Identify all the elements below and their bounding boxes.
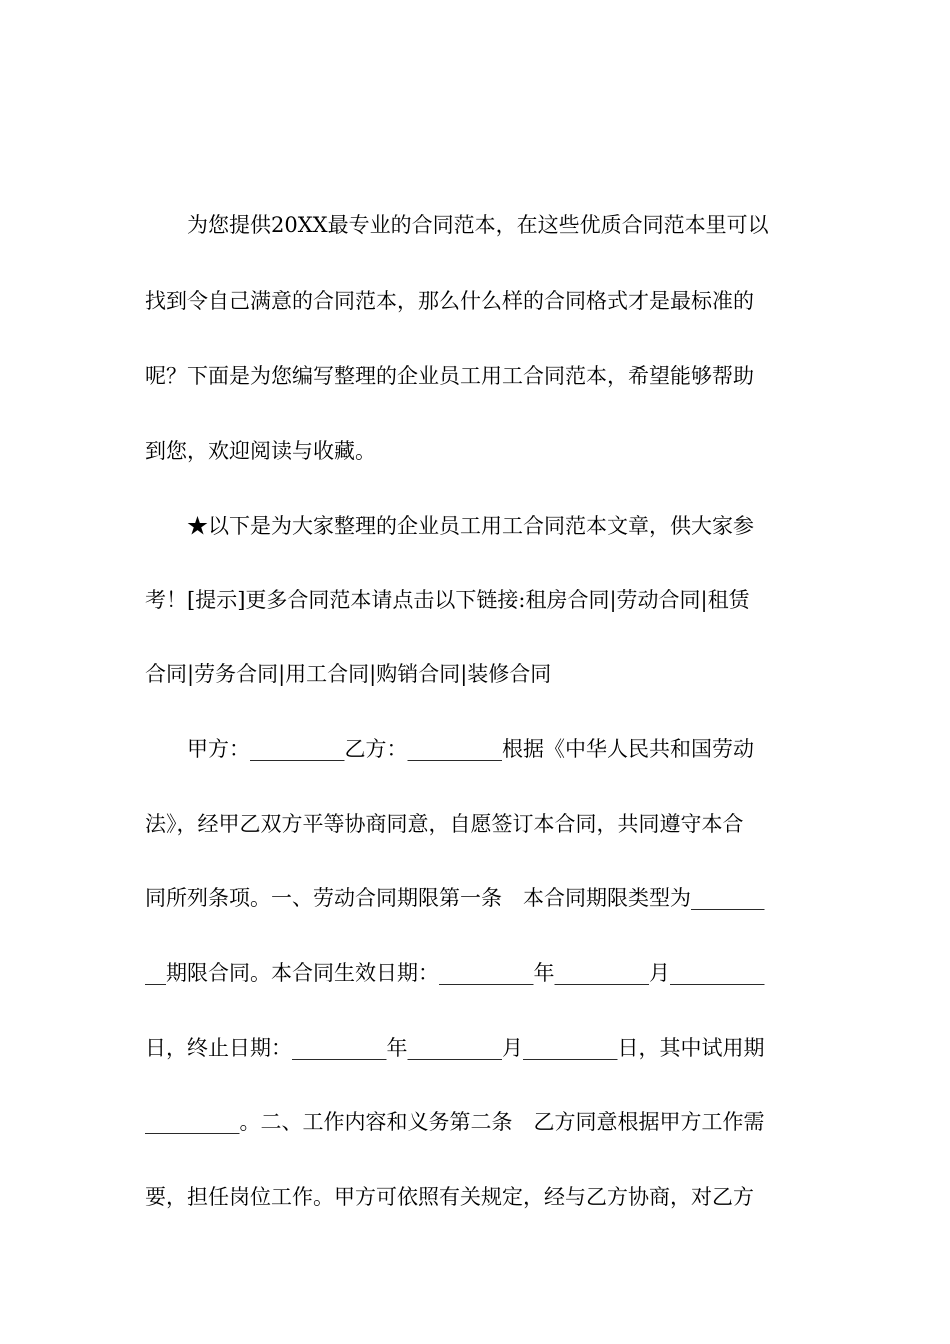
contract-body-line-3: 同所列条项。一、劳动合同期限第一条 本合同期限类型为_______ (145, 886, 765, 910)
paragraph-links-line-2: 考！[提示]更多合同范本请点击以下链接:租房合同|劳动合同|租赁 (145, 588, 750, 612)
contract-body-line-1: 甲方：_________乙方：_________根据《中华人民共和国劳动 (145, 737, 754, 761)
paragraph-intro-line-1: 为您提供20XX最专业的合同范本，在这些优质合同范本里可以 (145, 213, 769, 237)
paragraph-intro-line-4: 到您，欢迎阅读与收藏。 (145, 439, 376, 463)
contract-body-line-4: __期限合同。本合同生效日期：_________年_________月_________ (145, 961, 765, 985)
contract-body-line-5: 日，终止日期：_________年_________月_________日，其中试用期 (145, 1036, 765, 1060)
paragraph-links-line-3: 合同|劳务合同|用工合同|购销合同|装修合同 (145, 662, 552, 686)
paragraph-intro-line-2: 找到令自己满意的合同范本，那么什么样的合同格式才是最标准的 (145, 289, 754, 313)
contract-body-line-2: 法》，经甲乙双方平等协商同意，自愿签订本合同，共同遵守本合 (145, 812, 744, 836)
paragraph-links-line-1: ★以下是为大家整理的企业员工用工合同范本文章，供大家参 (145, 514, 754, 538)
contract-body-line-6: _________。二、工作内容和义务第二条 乙方同意根据甲方工作需 (145, 1110, 765, 1134)
contract-body-line-7: 要，担任岗位工作。甲方可依照有关规定，经与乙方协商，对乙方 (145, 1185, 754, 1209)
paragraph-intro-line-3: 呢？下面是为您编写整理的企业员工用工合同范本，希望能够帮助 (145, 364, 754, 388)
